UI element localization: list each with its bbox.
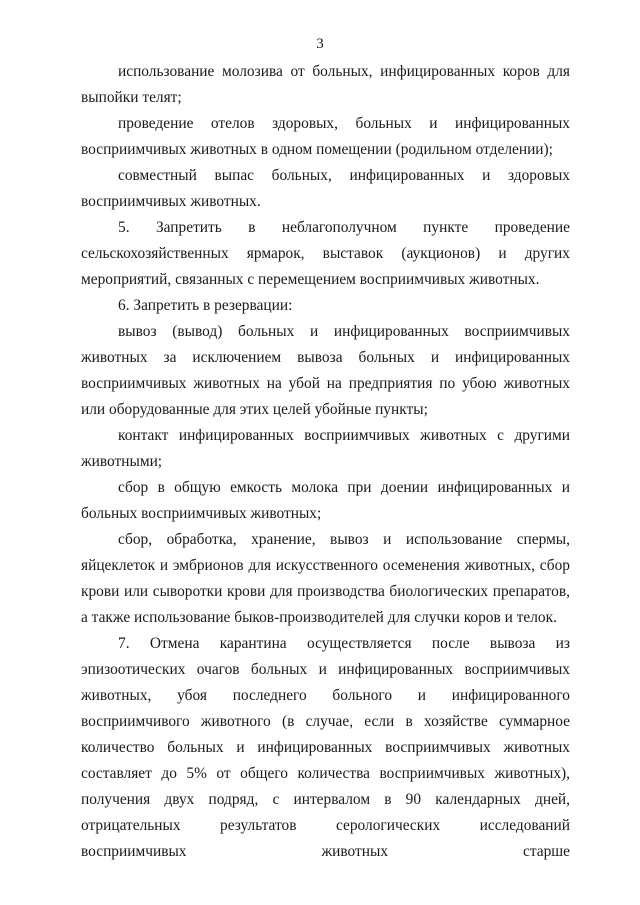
paragraph: использование молозива от больных, инфицированных коров для выпойки телят; (81, 63, 570, 106)
paragraph: проведение отелов здоровых, больных и инфицированных восприимчивых животных в одном помещении (родильном отделении); (81, 115, 570, 158)
paragraph: 7. Отмена карантина осуществляется после вывоза из эпизоотических очагов больных и инфицированных восприимчивых животных, убоя последнего больного и инфицированного восприимчивого животного (в случае, если в хозяйстве суммарное количество больных и инфицированных восприимчивых животных составляет до 5% от общего количества восприимчивых животных), получения двух подряд, с интервалом в 90 календарных дней, отрицательных результатов серологических исследований восприимчивых животных старше (81, 635, 570, 860)
paragraph: 6. Запретить в резервации: (118, 297, 293, 314)
paragraph: сбор, обработка, хранение, вывоз и использование спермы, яйцеклеток и эмбрионов для искусственного осеменения животных, сбор крови или сыворотки крови для производства биологических препаратов, а также использование быков-производителей для случки коров и телок. (81, 531, 570, 626)
paragraph: сбор в общую емкость молока при доении инфицированных и больных восприимчивых животных; (81, 479, 570, 522)
document-body (81, 59, 570, 865)
paragraph: 5. Запретить в неблагополучном пункте проведение сельскохозяйственных ярмарок, выставок (аукционов) и других мероприятий, связанных с перемещением восприимчивых животных. (81, 219, 570, 288)
paragraph: контакт инфицированных восприимчивых животных с другими животными; (81, 427, 570, 470)
paragraph: вывоз (вывод) больных и инфицированных восприимчивых животных за исключением вывоза больных и инфицированных восприимчивых животных на убой на предприятия по убою животных или оборудованные для этих целей убойные пункты; (81, 323, 570, 418)
page-number: 3 (316, 36, 324, 52)
paragraph: совместный выпас больных, инфицированных и здоровых восприимчивых животных. (81, 167, 570, 210)
